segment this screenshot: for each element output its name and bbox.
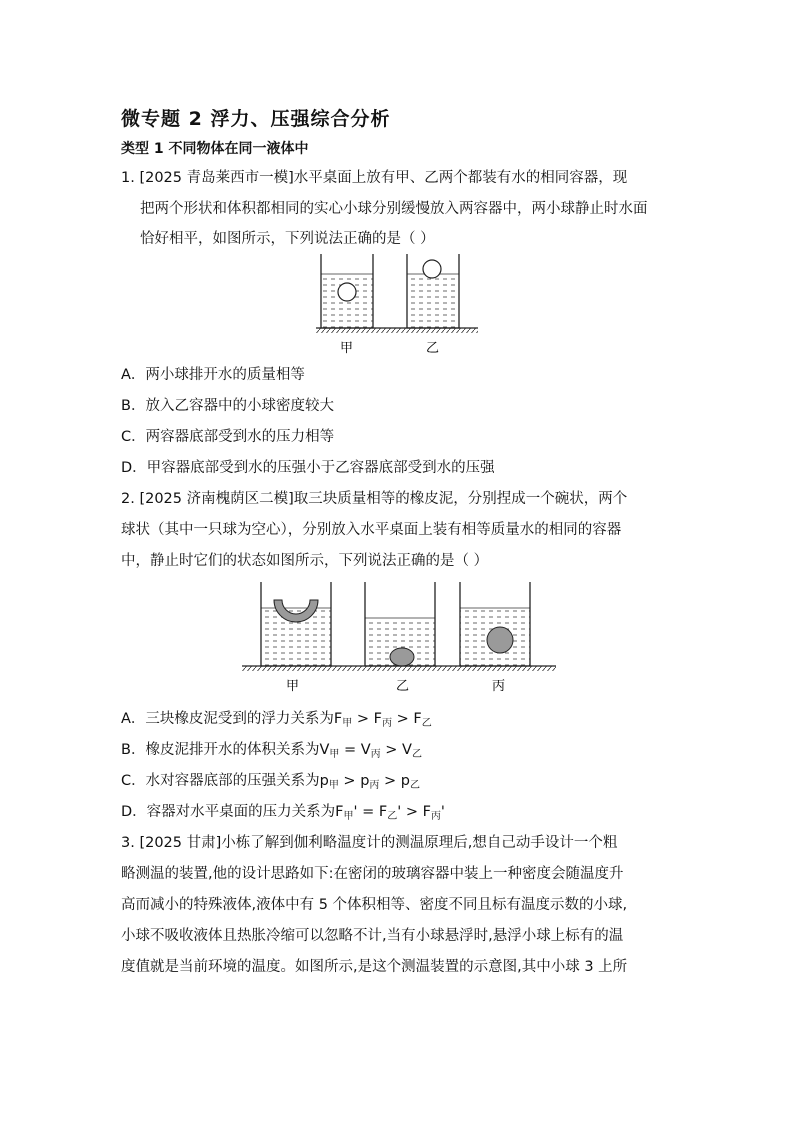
clay-ball-sunk [390, 648, 414, 666]
q1-option-b: B．放入乙容器中的小球密度较大 [121, 398, 334, 414]
q3-text-line: 小球不吸收液体且热胀冷缩可以忽略不计,当有小球悬浮时,悬浮小球上标有的温 [121, 928, 624, 944]
q2-figure [240, 578, 560, 698]
q1-option-a: A．两小球排开水的质量相等 [121, 367, 305, 383]
q3-text-line: 3. [2025 甘肃]小栋了解到伽利略温度计的测温原理后,想自己动手设计一个粗 [121, 835, 618, 851]
q2-text-line: 球状（其中一只球为空心），分别放入水平桌面上装有相等质量水的相同的容器 [121, 522, 622, 538]
figure-label: 甲 [286, 679, 300, 694]
clay-ball-suspended [487, 627, 513, 653]
q2-text-line: 中，静止时它们的状态如图所示，下列说法正确的是（ ） [121, 553, 489, 569]
q2-option-d: D．容器对水平桌面的压力关系为$F_甲' = F_乙' > F_丙'$ [121, 804, 445, 822]
q2-option-b: B．橡皮泥排开水的体积关系为$V_甲 = V_丙 > V_乙$ [121, 742, 422, 760]
page-title: 微专题 2 浮力、压强综合分析 [121, 108, 391, 130]
q2-option-c: C．水对容器底部的压强关系为$p_甲 > p_丙 > p_乙$ [121, 773, 420, 791]
ball [338, 283, 356, 301]
q1-option-d: D．甲容器底部受到水的压强小于乙容器底部受到水的压强 [121, 460, 495, 476]
water [407, 274, 459, 328]
figure-label: 甲 [340, 341, 354, 356]
q1-option-c: C．两容器底部受到水的压力相等 [121, 429, 335, 445]
q3-text-line: 度值就是当前环境的温度。如图所示,是这个测温装置的示意图,其中小球 3 上所 [121, 959, 628, 975]
figure-label: 乙 [396, 679, 410, 694]
section-heading: 类型 1 不同物体在同一液体中 [121, 141, 309, 157]
q3-text-line: 略测温的装置,他的设计思路如下:在密闭的玻璃容器中装上一种密度会随温度升 [121, 866, 624, 882]
ball [423, 260, 441, 278]
q3-text-line: 高而减小的特殊液体,液体中有 5 个体积相等、密度不同且标有温度示数的小球, [121, 897, 628, 913]
q1-figure [314, 252, 480, 358]
q1-text-line: 1. [2025 青岛莱西市一模]水平桌面上放有甲、乙两个都装有水的相同容器，现 [121, 170, 628, 186]
figure-label: 丙 [492, 679, 506, 694]
figure-label: 乙 [426, 341, 440, 356]
q1-text-line: 把两个形状和体积都相同的实心小球分别缓慢放入两容器中，两小球静止时水面 [140, 201, 648, 217]
q2-text-line: 2. [2025 济南槐荫区二模]取三块质量相等的橡皮泥，分别捏成一个碗状，两个 [121, 491, 628, 507]
q2-option-a: A．三块橡皮泥受到的浮力关系为$F_甲 > F_丙 > F_乙$ [121, 711, 432, 729]
q1-text-line: 恰好相平，如图所示，下列说法正确的是（ ） [140, 231, 435, 247]
